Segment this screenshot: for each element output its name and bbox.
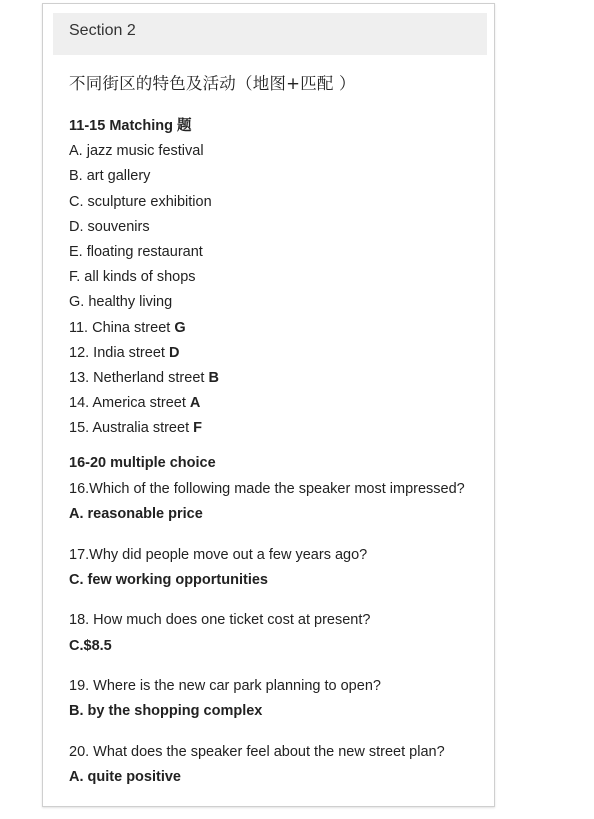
mc-answer: B. by the shopping complex: [69, 703, 263, 720]
matching-option: E. floating restaurant: [69, 243, 203, 260]
matching-item: [69, 416, 479, 441]
matching-item: [69, 341, 479, 366]
matching-option: C. sculpture exhibition: [69, 193, 212, 210]
section-header: Section 2: [53, 13, 487, 55]
matching-item-text: 15. Australia street: [69, 420, 190, 437]
matching-heading: 11-15 Matching 题: [69, 118, 192, 134]
mc-answer: C.$8.5: [69, 637, 112, 654]
matching-item-answer: A: [189, 395, 201, 412]
matching-item: [69, 366, 479, 391]
matching-item-answer: F: [193, 420, 202, 437]
mc-answer: C. few working opportunities: [69, 571, 268, 588]
page-title: 不同街区的特色及活动（地图+匹配 ）: [69, 74, 356, 93]
matching-item-text: 13. Netherland street: [69, 369, 205, 386]
matching-item-text: 12. India street: [69, 344, 165, 361]
matching-option: B. art gallery: [69, 168, 151, 185]
mc-answer: A. reasonable price: [69, 505, 203, 522]
mc-question: 19. Where is the new car park planning to open?: [69, 678, 381, 695]
mc-question: 17.Why did people move out a few years ago?: [69, 546, 368, 563]
matching-item: [69, 316, 479, 341]
matching-item-answer: G: [174, 319, 186, 336]
matching-option: D. souvenirs: [69, 218, 150, 235]
content: [69, 114, 479, 791]
mc-heading: 16-20 multiple choice: [69, 455, 216, 472]
matching-item-text: 14. America street: [69, 395, 186, 412]
matching-option: G. healthy living: [69, 294, 173, 311]
mc-question: 20. What does the speaker feel about the new street plan?: [69, 744, 445, 761]
matching-item-text: 11. China street: [69, 319, 171, 336]
mc-question: 18. How much does one ticket cost at present?: [69, 612, 371, 629]
mc-question: 16.Which of the following made the speaker most impressed?: [69, 480, 465, 497]
document-card: [42, 3, 495, 807]
matching-option: A. jazz music festival: [69, 143, 204, 160]
matching-item-answer: B: [208, 369, 219, 386]
mc-answer: A. quite positive: [69, 769, 181, 786]
matching-option: F. all kinds of shops: [69, 269, 196, 286]
matching-item: [69, 391, 479, 416]
matching-item-answer: D: [168, 344, 180, 361]
